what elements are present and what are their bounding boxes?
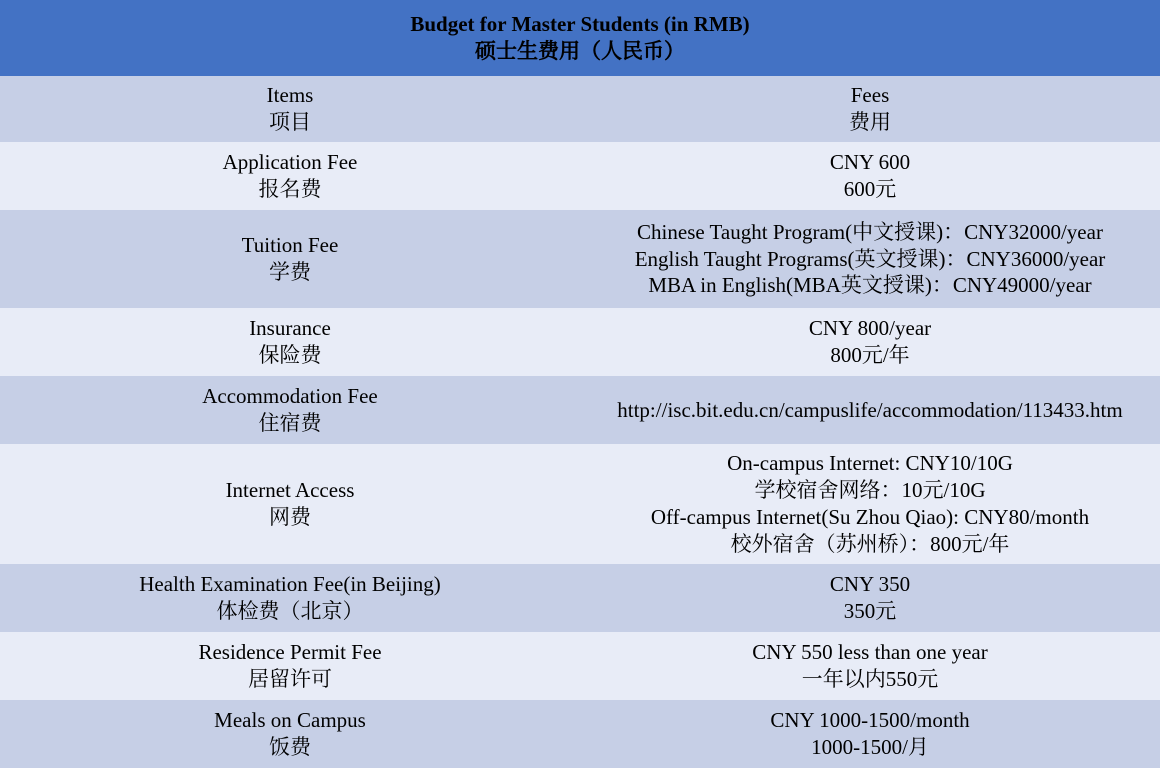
- item-label-chinese: 学费: [269, 260, 311, 284]
- item-label-chinese: 网费: [269, 505, 311, 529]
- row-fee-health-examination-fee: [580, 564, 1160, 632]
- fee-line: 一年以内550元: [801, 667, 939, 691]
- row-item-residence-permit-fee: [0, 632, 580, 700]
- column-header-fees: [580, 76, 1160, 142]
- item-label-chinese: 保险费: [258, 343, 322, 367]
- row-item-internet-access: [0, 444, 580, 564]
- item-label-english: Accommodation Fee: [202, 384, 378, 409]
- item-label-chinese: 报名费: [258, 177, 322, 201]
- table-row: [0, 376, 1160, 444]
- fee-line: Chinese Taught Program(中文授课)：CNY32000/year: [637, 219, 1103, 244]
- fee-line: 600元: [843, 177, 897, 201]
- fee-line: CNY 800/year: [808, 316, 932, 341]
- row-fee-tuition-fee: [580, 210, 1160, 308]
- column-header-items-english: Items: [266, 83, 314, 108]
- table-title-row: [0, 0, 1160, 76]
- row-fee-residence-permit-fee: [580, 632, 1160, 700]
- table-row: [0, 700, 1160, 768]
- table-title-chinese: 硕士生费用（人民币）: [475, 39, 685, 63]
- fee-line: CNY 350: [829, 572, 911, 597]
- row-fee-meals-on-campus: [580, 700, 1160, 768]
- row-item-meals-on-campus: [0, 700, 580, 768]
- fee-line: 学校宿舍网络：10元/10G: [754, 478, 986, 503]
- fee-line: 800元/年: [830, 343, 910, 367]
- row-fee-accommodation-link[interactable]: [580, 376, 1160, 444]
- fee-line: 350元: [843, 599, 897, 623]
- table-title-english: Budget for Master Students (in RMB): [410, 12, 750, 37]
- table-row: [0, 632, 1160, 700]
- item-label-chinese: 饭费: [269, 735, 311, 759]
- table-row: [0, 308, 1160, 376]
- item-label-english: Internet Access: [225, 478, 355, 503]
- table-row: [0, 564, 1160, 632]
- item-label-chinese: 体检费（北京）: [216, 599, 364, 623]
- item-label-english: Insurance: [249, 316, 331, 341]
- fee-line: 1000-1500/月: [811, 735, 929, 759]
- fee-line: 校外宿舍（苏州桥）：800元/年: [730, 531, 1010, 556]
- item-label-english: Meals on Campus: [214, 708, 366, 733]
- item-label-english: Application Fee: [222, 150, 358, 175]
- fee-line: CNY 600: [829, 150, 911, 175]
- fee-line: Off-campus Internet(Su Zhou Qiao): CNY80/month: [650, 505, 1090, 529]
- fee-line: English Taught Programs(英文授课)：CNY36000/year: [634, 246, 1106, 271]
- row-item-tuition-fee: [0, 210, 580, 308]
- item-label-english: Tuition Fee: [241, 233, 339, 258]
- column-header-items-chinese: 项目: [269, 110, 311, 134]
- item-label-english: Residence Permit Fee: [198, 640, 382, 665]
- row-fee-application-fee: [580, 142, 1160, 210]
- fee-line: MBA in English(MBA英文授课)：CNY49000/year: [648, 273, 1092, 298]
- row-fee-insurance: [580, 308, 1160, 376]
- row-item-application-fee: [0, 142, 580, 210]
- fee-line: CNY 550 less than one year: [752, 640, 988, 665]
- column-header-items: [0, 76, 580, 142]
- item-label-chinese: 居留许可: [248, 667, 332, 691]
- column-header-fees-english: Fees: [850, 83, 890, 108]
- table-row: [0, 142, 1160, 210]
- row-fee-internet-access: [580, 444, 1160, 564]
- accommodation-url[interactable]: http://isc.bit.edu.cn/campuslife/accommodation/113433.htm: [617, 397, 1123, 422]
- fee-line: On-campus Internet: CNY10/10G: [727, 451, 1013, 476]
- fee-line: CNY 1000-1500/month: [770, 708, 970, 733]
- table-row: [0, 444, 1160, 564]
- table-title: [0, 0, 1160, 76]
- column-header-fees-chinese: 费用: [849, 110, 891, 134]
- row-item-insurance: [0, 308, 580, 376]
- item-label-english: Health Examination Fee(in Beijing): [139, 572, 441, 597]
- item-label-chinese: 住宿费: [258, 411, 322, 435]
- row-item-health-examination-fee: [0, 564, 580, 632]
- table-row: [0, 210, 1160, 308]
- row-item-accommodation-fee: [0, 376, 580, 444]
- table-header-row: [0, 76, 1160, 142]
